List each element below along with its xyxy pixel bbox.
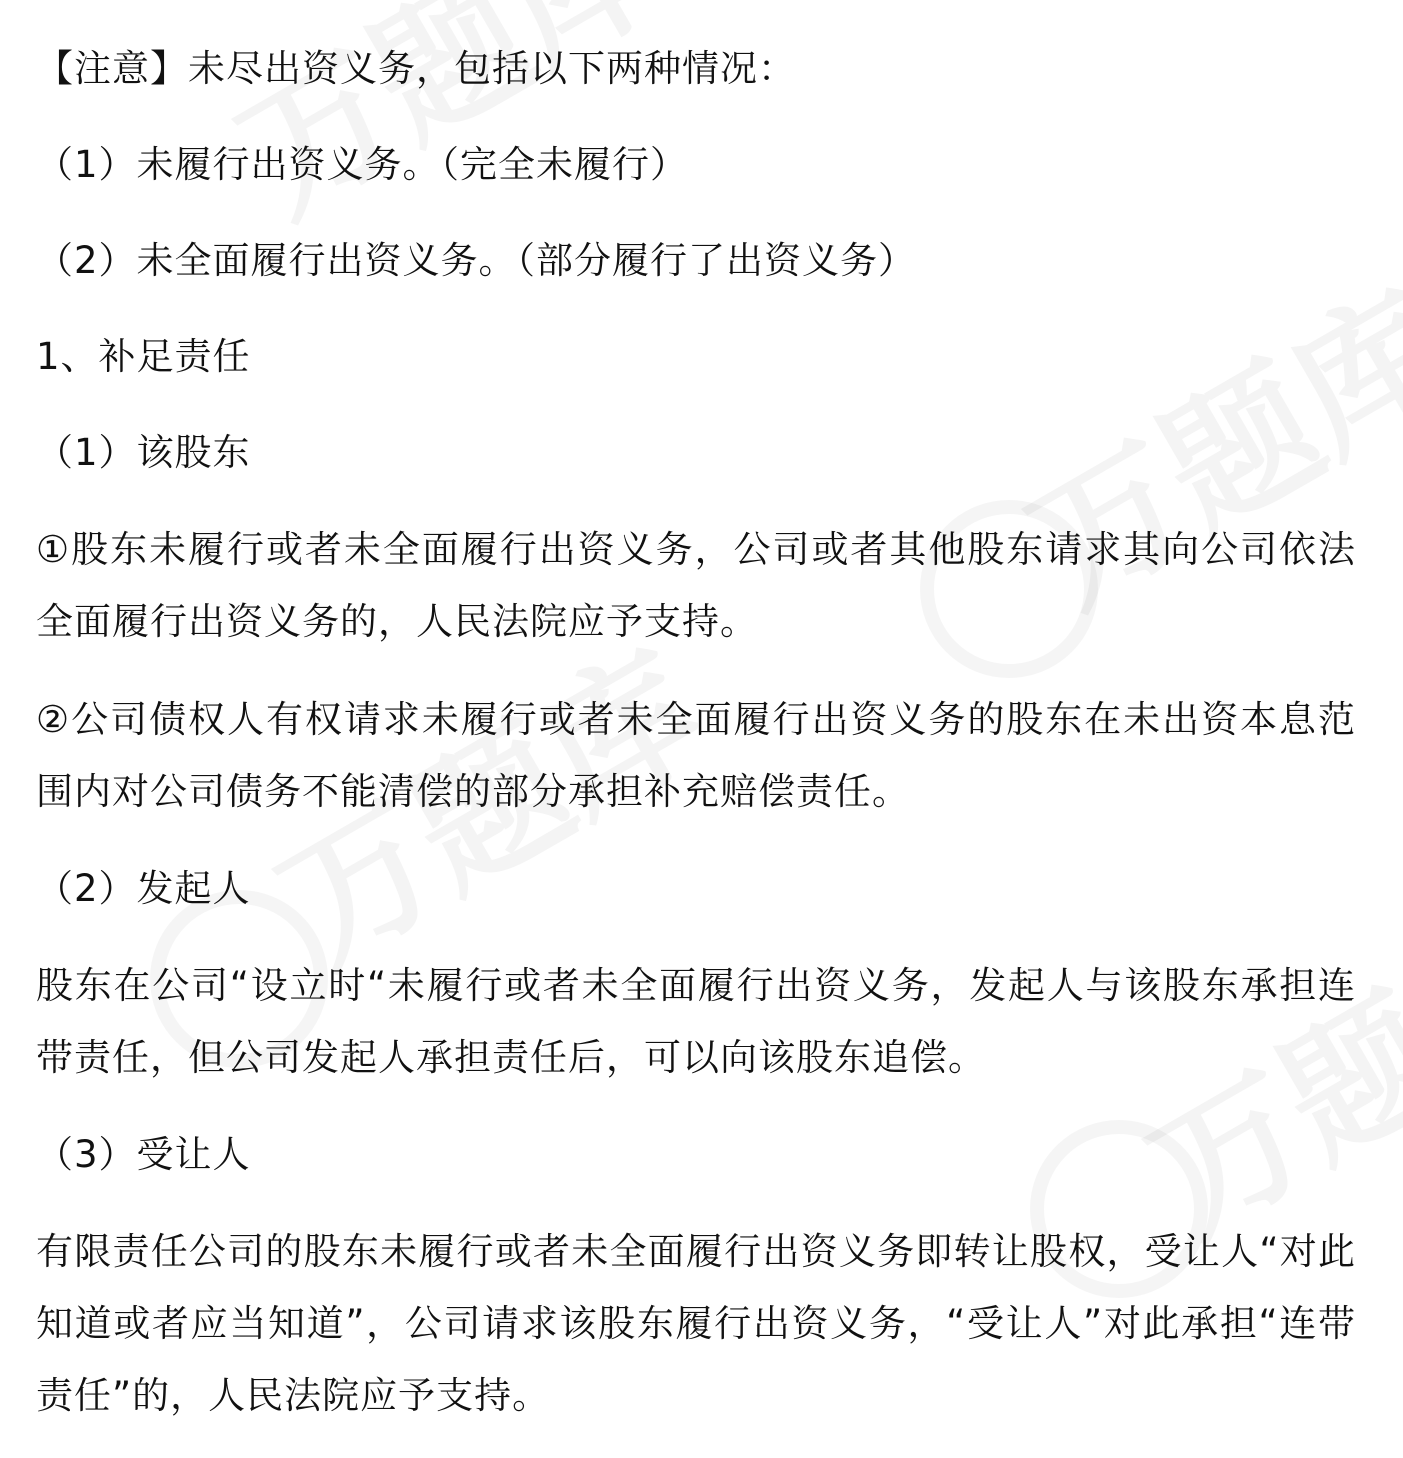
document-body — [36, 34, 1356, 1458]
case-1: （1）未履行出资义务。（完全未履行） — [36, 143, 689, 186]
sub-2-body: 股东在公司“设立时“未履行或者未全面履行出资义务，发起人与该股东承担连带责任，但公司发起人承担责任后，可以向该股东追偿。 — [36, 964, 1356, 1079]
sub-2-title: （2）发起人 — [36, 867, 251, 910]
note-heading: 【注意】未尽出资义务，包括以下两种情况： — [36, 47, 796, 90]
sub-1-title: （1）该股东 — [36, 431, 251, 474]
sub-3-title: （3）受让人 — [36, 1133, 251, 1176]
sub-1-item-1: ①股东未履行或者未全面履行出资义务，公司或者其他股东请求其向公司依法全面履行出资义务的，人民法院应予支持。 — [36, 528, 1356, 643]
section-1-title: 1、补足责任 — [36, 335, 251, 378]
sub-1-item-2: ②公司债权人有权请求未履行或者未全面履行出资义务的股东在未出资本息范围内对公司债务不能清偿的部分承担补充赔偿责任。 — [36, 698, 1356, 813]
case-2: （2）未全面履行出资义务。（部分履行了出资义务） — [36, 239, 917, 282]
sub-3-body: 有限责任公司的股东未履行或者未全面履行出资义务即转让股权，受让人“对此知道或者应当知道”，公司请求该股东履行出资义务，“受让人”对此承担“连带责任”的，人民法院应予支持。 — [36, 1230, 1356, 1417]
